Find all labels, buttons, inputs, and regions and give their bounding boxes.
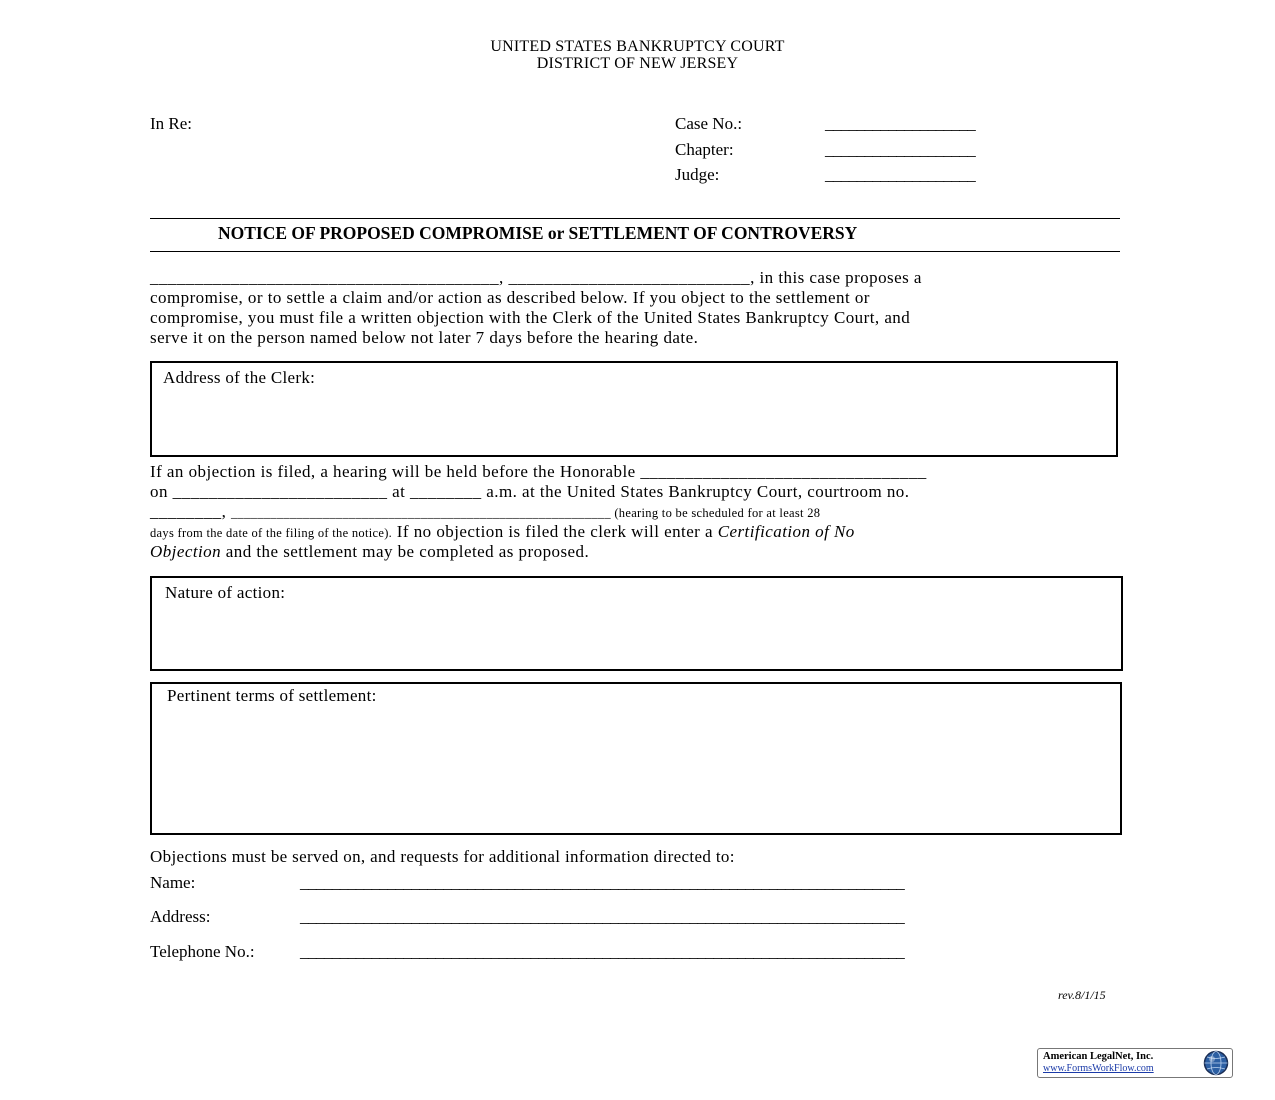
telephone-label: Telephone No.: bbox=[150, 942, 255, 961]
name-label: Name: bbox=[150, 873, 196, 892]
court-name: UNITED STATES BANKRUPTCY COURT bbox=[490, 38, 785, 55]
courtroom-blank[interactable]: ________, bbox=[150, 502, 231, 521]
document-title: NOTICE OF PROPOSED COMPROMISE or SETTLEMENT OF CONTROVERSY bbox=[218, 223, 858, 243]
legalnet-logo[interactable] bbox=[1037, 1048, 1233, 1078]
hearing-note: (hearing to be scheduled for at least 28 bbox=[610, 506, 821, 520]
hearing-note-cont: days from the date of the filing of the notice). bbox=[150, 526, 393, 540]
settlement-terms-label: Pertinent terms of settlement: bbox=[167, 686, 377, 705]
address-label: Address: bbox=[150, 907, 211, 926]
chapter-label: Chapter: bbox=[675, 140, 734, 159]
intro-line-2: compromise, or to settle a claim and/or action as described below. If you object to the settlement or bbox=[150, 288, 870, 307]
in-re-label: In Re: bbox=[150, 114, 193, 133]
objection-italic: Objection bbox=[150, 542, 222, 561]
case-no-field[interactable]: ___________________ bbox=[825, 114, 976, 133]
logo-company: American LegalNet, Inc. bbox=[1043, 1051, 1154, 1062]
hearing-line-5 bbox=[150, 542, 1125, 562]
judge-label: Judge: bbox=[675, 165, 720, 184]
title-rule-bottom bbox=[150, 251, 1120, 252]
logo-url[interactable]: www.FormsWorkFlow.com bbox=[1043, 1063, 1154, 1074]
chapter-field[interactable]: ___________________ bbox=[825, 140, 976, 159]
no-objection-text: If no objection is filed the clerk will enter a bbox=[392, 522, 718, 541]
intro-line-3: compromise, you must file a written objection with the Clerk of the United States Bankruptcy Court, and bbox=[150, 308, 911, 327]
nature-of-action-box[interactable] bbox=[150, 576, 1123, 671]
telephone-field[interactable]: ____________________________________________________________________________ bbox=[300, 942, 905, 961]
title-rule-top bbox=[150, 218, 1120, 219]
contact-intro: Objections must be served on, and requests for additional information directed to: bbox=[150, 847, 735, 866]
district-name: DISTRICT OF NEW JERSEY bbox=[536, 55, 739, 72]
hearing-line-2[interactable]: on ________________________ at ________ a.m. at the United States Bankruptcy Court, courtroom no. bbox=[150, 482, 910, 501]
revision-date: rev.8/1/15 bbox=[1058, 988, 1106, 1002]
clerk-address-label: Address of the Clerk: bbox=[163, 368, 316, 387]
location-blank[interactable]: __________________________________________________________ bbox=[231, 506, 611, 520]
hearing-line-4 bbox=[150, 522, 1125, 542]
settlement-text: and the settlement may be completed as proposed. bbox=[221, 542, 590, 561]
settlement-terms-box[interactable] bbox=[150, 682, 1122, 835]
hearing-paragraph bbox=[150, 462, 1125, 562]
intro-paragraph bbox=[150, 268, 1125, 348]
intro-line-1[interactable]: _______________________________________, ___________________________, in this case proposes a bbox=[150, 268, 922, 287]
name-field[interactable]: ____________________________________________________________________________ bbox=[300, 873, 905, 892]
nature-of-action-label: Nature of action: bbox=[165, 583, 286, 602]
globe-icon bbox=[1203, 1050, 1229, 1076]
clerk-address-box[interactable] bbox=[150, 361, 1118, 457]
address-field[interactable]: ____________________________________________________________________________ bbox=[300, 907, 905, 926]
hearing-line-3 bbox=[150, 502, 1125, 522]
hearing-line-1[interactable]: If an objection is filed, a hearing will be held before the Honorable ________________________________ bbox=[150, 462, 927, 481]
case-no-label: Case No.: bbox=[675, 114, 743, 133]
certification-italic: Certification of No bbox=[717, 522, 855, 541]
judge-field[interactable]: ___________________ bbox=[825, 165, 976, 184]
intro-line-4: serve it on the person named below not later 7 days before the hearing date. bbox=[150, 328, 699, 347]
